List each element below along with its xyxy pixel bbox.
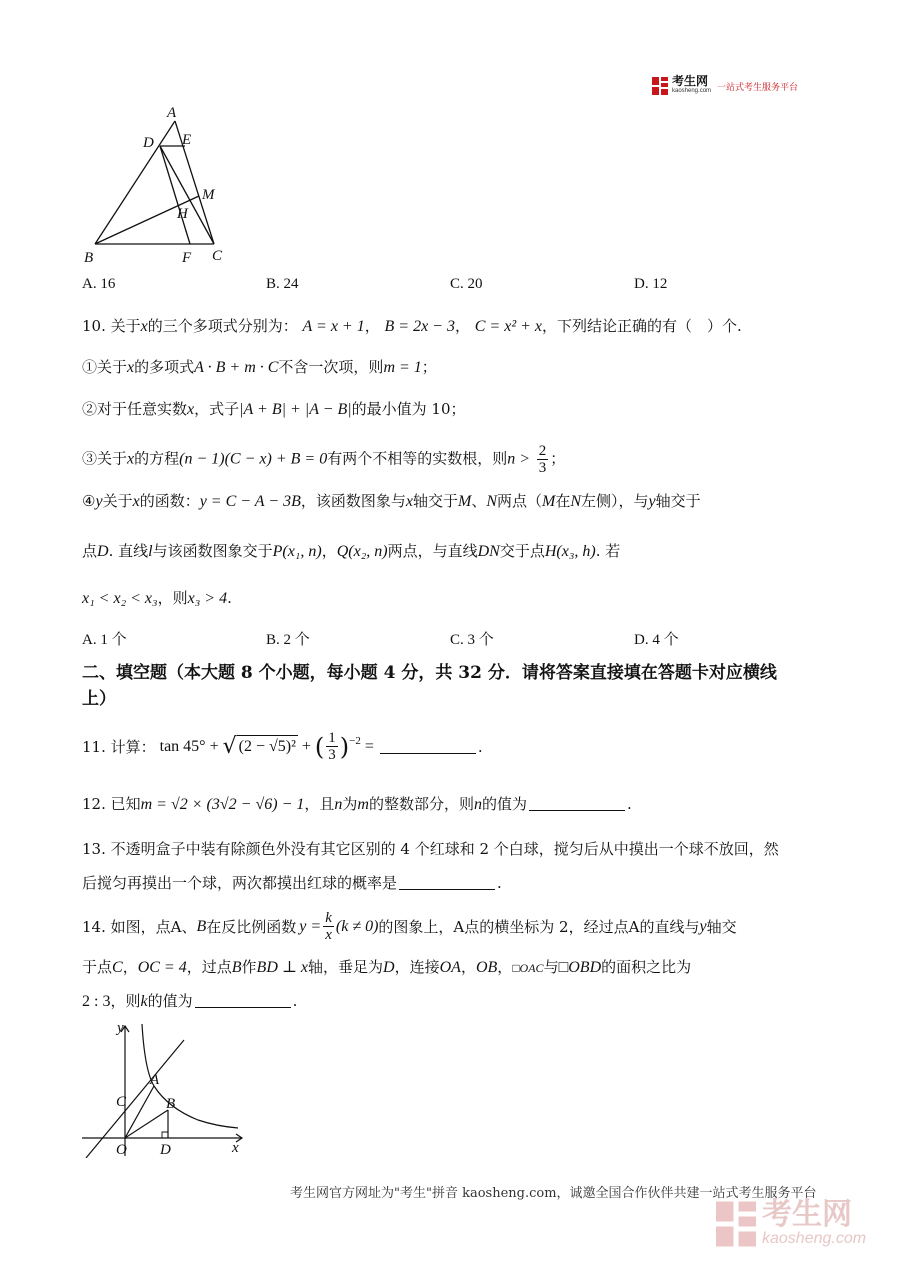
watermark-en: kaosheng.com xyxy=(762,1230,867,1247)
logo-cn: 考生网 xyxy=(672,74,709,88)
label-M: M xyxy=(202,187,215,203)
label-B: B xyxy=(166,1096,176,1112)
label-A: A xyxy=(150,1072,160,1088)
fraction-k-over-x: $\frac{k}{x}$ xyxy=(325,910,332,943)
q10-item-4-line2: 点D. 直线l与该函数图象交于P(x₁, n)，Q(x₂, n)两点，与直线DN交于点H(x₃, h). 若 xyxy=(82,542,621,560)
q9-option-b: B. 24 xyxy=(266,276,299,292)
q9-option-d: D. 12 xyxy=(634,276,668,292)
q9-triangle-figure xyxy=(78,100,248,270)
q13-answer-blank[interactable] xyxy=(399,875,495,890)
section-2-heading-line1: 二、填空题（本大题 8 个小题，每小题 4 分，共 32 分．请将答案直接填在答题卡对应横线 xyxy=(82,663,777,683)
label-O: O xyxy=(116,1142,127,1158)
label-x: x xyxy=(232,1140,239,1156)
label-E: E xyxy=(182,132,192,148)
q10-option-c: C. 3 个 xyxy=(450,632,494,648)
logo-en: kaosheng.com xyxy=(672,88,712,94)
label-D: D xyxy=(143,135,154,151)
q10-option-d: D. 4 个 xyxy=(634,632,679,648)
expr-B: B = 2x − 3 xyxy=(384,318,455,335)
logo-slogan: 一站式考生服务平台 xyxy=(717,82,799,93)
q14-line1: 14. 如图，点 A 、 B 在反比例函数 y = $\frac{k}{x}$ (k ≠ 0) 的图象上， A 点的横坐标为 2，经过点 A 的直线与 y 轴交 xyxy=(82,910,737,943)
label-D: D xyxy=(160,1142,171,1158)
q9-option-c: C. 20 xyxy=(450,276,483,292)
fraction-two-thirds: $\frac{2}{3}$ xyxy=(538,443,547,476)
q10-item-2: ②对于任意实数x，式子|A + B| + |A − B|的最小值为 10； xyxy=(82,400,466,418)
fraction-one-third: $\frac{1}{3}$ xyxy=(328,730,336,763)
sqrt-symbol: √ xyxy=(222,733,237,759)
q14-answer-blank[interactable] xyxy=(195,993,291,1008)
section-2-heading-line2: 上） xyxy=(82,689,116,709)
q10-option-b: B. 2 个 xyxy=(266,632,310,648)
q11: 11. 计算： tan 45° + √ (2 − √5)² + ( $\frac{1}{3}$ ) $^{-2}$ = . xyxy=(82,730,483,763)
q10-item-3: ③关于x的方程(n − 1)(C − x) + B = 0有两个不相等的实数根，则n > $\frac{2}{3}$ ； xyxy=(82,443,566,476)
label-H: H xyxy=(177,206,188,222)
watermark-cn: 考生网 xyxy=(762,1197,852,1232)
q10-option-a: A. 1 个 xyxy=(82,632,127,648)
q10-item-4-line3: x₁ < x₂ < x₃，则x₃ > 4. xyxy=(82,589,232,607)
q11-answer-blank[interactable] xyxy=(380,739,476,754)
watermark-logo-icon xyxy=(716,1201,756,1247)
q14-line3: 2 : 3，则k的值为 . xyxy=(82,992,298,1010)
q12: 12. 已知m = √2 × (3√2 − √6) − 1，且n为m的整数部分，则n的值为 . xyxy=(82,795,632,813)
label-A: A xyxy=(167,105,177,121)
line-DF xyxy=(160,146,190,244)
q13-line1: 13. 不透明盒子中装有除颜色外没有其它区别的 4 个红球和 2 个白球，搅匀后从中摸出一个球不放回，然 xyxy=(82,840,779,858)
label-y: y xyxy=(117,1020,124,1036)
q10-item-1: ①关于x的多项式A · B + m · C不含一次项，则m = 1； xyxy=(82,358,437,376)
q10-item-4-line1: ④y关于x的函数：y = C − A − 3B，该函数图象与x轴交于M、N两点（M在N左侧），与y轴交于 xyxy=(82,492,701,510)
right-angle-mark xyxy=(162,1132,168,1138)
q9-option-a: A. 16 xyxy=(82,276,116,292)
label-B: B xyxy=(84,250,94,266)
q14-line2: 于点C，OC = 4，过点B作BD ⊥ x轴，垂足为D，连接OA，OB，□OAC与□OBD的面积之比为 xyxy=(82,958,692,976)
header-logo xyxy=(652,76,798,96)
label-F: F xyxy=(182,250,192,266)
expr-A: A = x + 1 xyxy=(302,318,365,335)
q12-answer-blank[interactable] xyxy=(529,796,625,811)
q14-coordinate-figure xyxy=(78,1018,258,1158)
kaosheng-logo-icon xyxy=(652,77,668,95)
label-C: C xyxy=(212,248,223,264)
watermark xyxy=(716,1197,867,1248)
q13-line2: 后搅匀再摸出一个球，两次都摸出红球的概率是 . xyxy=(82,874,502,892)
q10-stem: 10. 关于x的三个多项式分别为： A = x + 1， B = 2x − 3， C = x² + x，下列结论正确的有（ ）个. xyxy=(82,317,742,335)
label-C: C xyxy=(116,1094,127,1110)
expr-C: C = x² + x xyxy=(474,318,543,335)
footer-text: 考生网官方网址为"考生"拼音 kaosheng.com，诚邀全国合作伙伴共建一站式考生服务平台 xyxy=(290,1186,817,1201)
